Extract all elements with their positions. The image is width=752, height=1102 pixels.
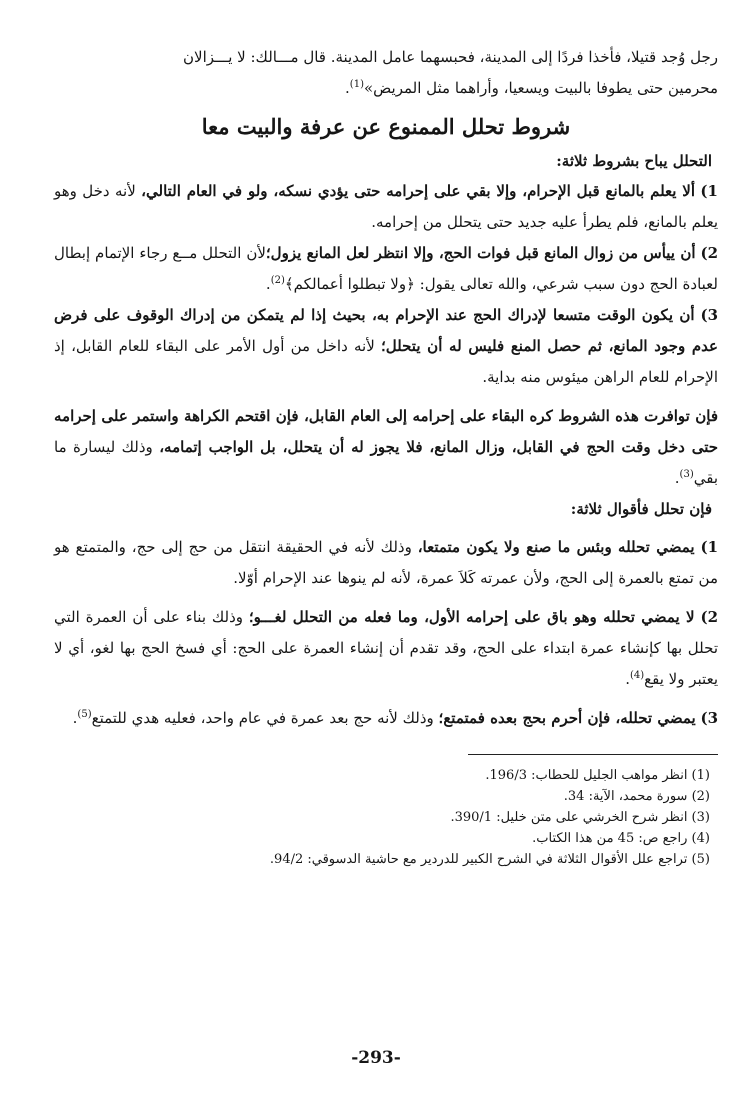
condition-number: 3): [700, 306, 718, 324]
opinion-bold-text: يمضي تحلله، فإن أحرم بحج بعده فمتمتع؛: [438, 709, 696, 727]
opinion-bold-text: يمضي تحلله وبئس ما صنع ولا يكون متمتعا،: [417, 538, 695, 556]
footnote-ref-3[interactable]: (3): [679, 469, 694, 480]
condition-text: لأن التحلل مــع رجاء الإتمام إبطال لعبادة الحج دون سبب شرعي، والله تعالى يقول: ﴿ولا تبطلوا أعمالكم﴾: [54, 244, 718, 293]
paragraph-bold-text: فإن توافرت هذه الشروط كره البقاء على إحرامه إلى العام القابل، فإن اقتحم الكراهة واستمر على إحرامه حتى دخل وقت الحج في القابل، وزال المانع، فلا يجوز له أن يتحلل، بل الواجب إتمامه،: [54, 407, 718, 456]
spacer: [54, 393, 718, 401]
paragraph-text: وذلك ليسارة ما بقي: [54, 438, 718, 487]
opinion-2: 2) لا يمضي تحلله وهو باق على إحرامه الأول، وما فعله من التحلل لغـــو؛ وذلك بناء على أن العمرة التي تحلل بها كإنشاء عمرة ابتداء على الحج، وقد تقدم أن إنشاء العمرة على الحج: أي فسخ الحج بها لغو، أي لا يعتبر ولا يقع$^{(4)}$.: [54, 608, 718, 688]
opinion-1: [54, 532, 718, 594]
section-title: شروط تحلل الممنوع عن عرفة والبيت معا: [201, 114, 571, 139]
footnote-1: (1) انظر مواهب الجليل للحطاب: 196/3.: [485, 768, 710, 783]
condition-2: 2) أن ييأس من زوال المانع قبل فوات الحج، وإلا انتظر لعل المانع يزول؛لأن التحلل مــع رجاء الإتمام إبطال لعبادة الحج دون سبب شرعي، والله تعالى يقول: ﴿ولا تبطلوا أعمالكم﴾$^{(2)}$.: [54, 244, 718, 293]
intro-paragraph: رجل وُجد قتيلا، فأخذا فردًا إلى المدينة، فحبسهما عامل المدينة. قال مـــالك: لا يـــزالان محرمين حتى يطوفا بالبيت ويسعيا، وأراهما مثل المريض»$^{(1)}$.: [183, 48, 718, 97]
opinion-number: 3): [700, 709, 718, 727]
footnote-5: (5) تراجع علل الأقوال الثلاثة في الشرح الكبير للدردير مع حاشية الدسوقي: 94/2.: [269, 852, 710, 867]
opinion-3: 3) يمضي تحلله، فإن أحرم بحج بعده فمتمتع؛ وذلك لأنه حج بعد عمرة في عام واحد، فعليه هدي للتمتع$^{(5)}$.: [72, 709, 718, 727]
spacer: [54, 594, 718, 602]
intro-line-2: محرمين حتى يطوفا بالبيت ويسعيا، وأراهما مثل المريض»: [363, 79, 718, 97]
condition-text: لأنه دخل وهو يعلم بالمانع، فلم يطرأ عليه جديد حتى يتحلل من إحرامه.: [54, 182, 718, 231]
continuation-paragraph: فإن توافرت هذه الشروط كره البقاء على إحرامه إلى العام القابل، فإن اقتحم الكراهة واستمر على إحرامه حتى دخل وقت الحج في القابل، وزال المانع، فلا يجوز له أن يتحلل، بل الواجب إتمامه، وذلك ليسارة ما بقي$^{(3)}$.: [54, 407, 718, 487]
footnote-ref-1[interactable]: (1): [349, 79, 364, 90]
condition-number: 1): [700, 182, 718, 200]
opinions-heading: فإن تحلل فأقوال ثلاثة:: [570, 500, 712, 518]
condition-text: لأنه داخل من أول الأمر على البقاء للعام القابل، إذ الإحرام للعام الراهن ميئوس منه بداية.: [54, 337, 718, 386]
opinion-text: وذلك لأنه في الحقيقة انتقل من حج إلى حج، والمتمتع هو من تمتع بالعمرة إلى الحج، ولأن عمرته كَلاَ عمرة، لأنه لم ينوها عند الإحرام أوّلا.: [54, 538, 718, 587]
footnote-divider: [468, 754, 718, 755]
condition-bold-text: أن يكون الوقت متسعا لإدراك الحج عند الإحرام به، بحيث إذا لم يتمكن من إدراك الوقوف على فرض عدم وجود المانع، ثم حصل المنع فليس له أن يتحلل؛: [54, 306, 719, 355]
footnote-ref-4[interactable]: (4): [629, 670, 645, 681]
opinion-bold-text: لا يمضي تحلله وهو باق على إحرامه الأول، وما فعله من التحلل لغـــو؛: [248, 608, 695, 626]
condition-bold-text: أن ييأس من زوال المانع قبل فوات الحج، وإلا انتظر لعل المانع يزول؛: [265, 244, 696, 262]
condition-bold-text: ألا يعلم بالمانع قبل الإحرام، وإلا بقي على إحرامه حتى يؤدي نسكه، ولو في العام التالي،: [141, 182, 696, 200]
opinion-text: وذلك بناء على أن العمرة التي تحلل بها كإنشاء عمرة ابتداء على الحج، وقد تقدم أن إنشاء العمرة على الحج: أي فسخ الحج بها لغو، أي لا يعتبر ولا يقع: [54, 608, 718, 688]
condition-3: [54, 300, 718, 393]
footnote-ref-5[interactable]: (5): [77, 709, 92, 720]
footnote-3: (3) انظر شرح الخرشي على متن خليل: 390/1.: [450, 810, 710, 825]
condition-1: [54, 176, 718, 238]
opinion-number: 2): [700, 608, 718, 626]
condition-number: 2): [700, 244, 718, 262]
page-number: -293-: [351, 1048, 401, 1068]
spacer: [54, 524, 718, 532]
intro-line-1: رجل وُجد قتيلا، فأخذا فردًا إلى المدينة، فحبسهما عامل المدينة. قال مـــالك: لا يـــزالان: [183, 48, 718, 66]
opinion-number: 1): [700, 538, 718, 556]
spacer: [54, 695, 718, 703]
footnote-4: (4) راجع ص: 45 من هذا الكتاب.: [532, 831, 710, 846]
footnote-2: (2) سورة محمد، الآية: 34.: [563, 789, 710, 804]
opinion-text: وذلك لأنه حج بعد عمرة في عام واحد، فعليه هدي للتمتع: [91, 709, 439, 727]
conditions-heading: التحلل يباح بشروط ثلاثة:: [556, 152, 712, 170]
footnote-ref-2[interactable]: (2): [270, 275, 285, 286]
